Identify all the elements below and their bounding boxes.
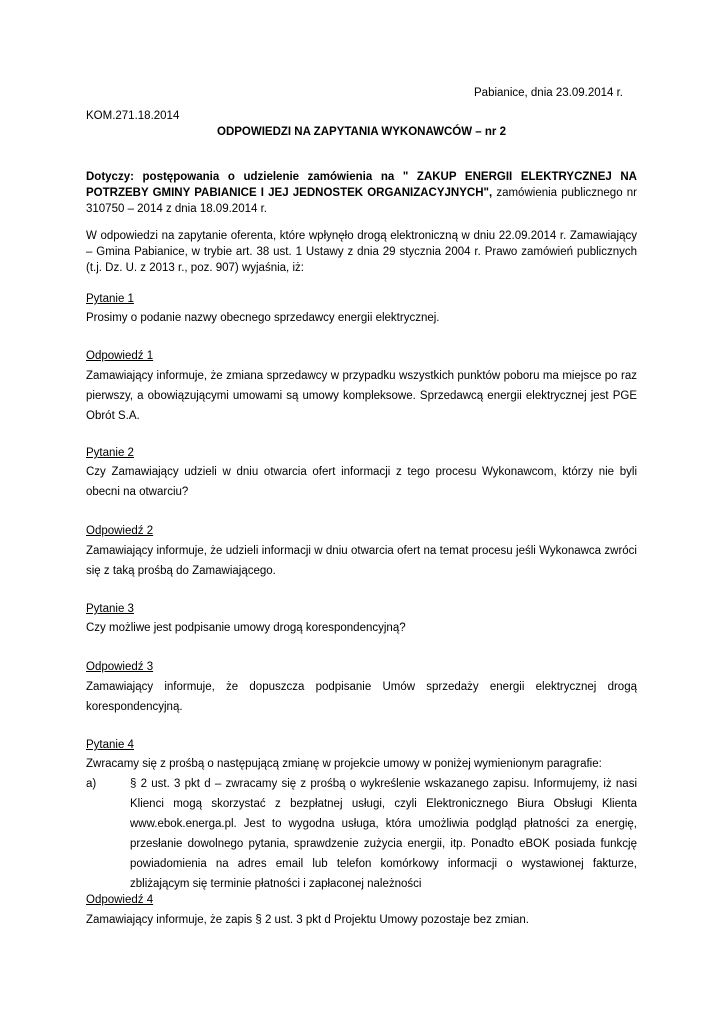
answer-2-heading: Odpowiedź 2: [86, 525, 154, 537]
question-1-heading: Pytanie 1: [86, 293, 134, 305]
reference-number: KOM.271.18.2014: [86, 110, 180, 122]
question-4-text: Zwracamy się z prośbą o następującą zmianę w projekcie umowy w poniżej wymienionym paragrafie:: [86, 758, 602, 770]
question-2-text: Czy Zamawiający udzieli w dniu otwarcia ofert informacji z tego procesu Wykonawcom, którzy nie byli obecni na otwarciu?: [86, 466, 637, 498]
subject-paragraph: [86, 169, 637, 217]
answer-4-text: Zamawiający informuje, że zapis § 2 ust. 3 pkt d Projektu Umowy pozostaje bez zmian.: [86, 914, 529, 926]
question-4-heading: Pytanie 4: [86, 739, 134, 751]
subject-bold: Dotyczy: postępowania o udzielenie zamówienia na " ZAKUP ENERGII ELEKTRYCZNEJ NA POTRZEBY GMINY PABIANICE I JEJ JEDNOSTEK ORGANIZACYJNYCH",: [86, 171, 637, 199]
question-4-item-text: § 2 ust. 3 pkt d – zwracamy się z prośbą o wykreślenie wskazanego zapisu. Informujemy, iż nasi Klienci mogą skorzystać z bezpłatnej usługi, czyli Elektronicznego Biura Obsługi Klienta www.ebok.energa.pl. Jest to wygodna usługa, która umożliwia podgląd płatności za energię, przesłanie dowolnego pytania, sprawdzenie zużycia energii, itp. Ponadto eBOK posiada funkcję powiadomienia na adres email lub telefon komórkowy informacji o wystawionej fakturze, zbliżającym się terminie płatności i zapłaconej należności: [130, 778, 637, 890]
question-4-item: [86, 774, 637, 894]
question-3-heading: Pytanie 3: [86, 603, 134, 615]
answer-1-text: Zamawiający informuje, że zmiana sprzedawcy w przypadku wszystkich punktów poboru ma miejsce po raz pierwszy, a obowiązującymi umowami są umowy kompleksowe. Sprzedawcą energii elektrycznej jest PGE Obrót S.A.: [86, 370, 637, 422]
place-date: Pabianice, dnia 23.09.2014 r.: [474, 87, 623, 99]
question-3-text: Czy możliwe jest podpisanie umowy drogą korespondencyjną?: [86, 622, 406, 634]
subject-normal: zamówienia publicznego nr 310750 – 2014 z dnia 18.09.2014 r.: [86, 187, 637, 215]
answer-1-heading: Odpowiedź 1: [86, 350, 154, 362]
question-1-text: Prosimy o podanie nazwy obecnego sprzedawcy energii elektrycznej.: [86, 312, 440, 324]
answer-3-text: Zamawiający informuje, że dopuszcza podpisanie Umów sprzedaży energii elektrycznej drogą korespondencyjną.: [86, 681, 637, 713]
document-page: [86, 0, 637, 1024]
question-2-heading: Pytanie 2: [86, 447, 134, 459]
answer-2-text: Zamawiający informuje, że udzieli informacji w dniu otwarcia ofert na temat procesu jeśli Wykonawca zwróci się z taką prośbą do Zamawiającego.: [86, 545, 637, 577]
question-4-item-label: a): [86, 778, 97, 790]
intro-paragraph: W odpowiedzi na zapytanie oferenta, które wpłynęło drogą elektroniczną w dniu 22.09.2014 r. Zamawiający – Gmina Pabianice, w trybie art. 38 ust. 1 Ustawy z dnia 29 stycznia 2004 r. Prawo zamówień publicznych (t.j. Dz. U. z 2013 r., poz. 907) wyjaśnia, iż:: [86, 230, 637, 274]
document-title: ODPOWIEDZI NA ZAPYTANIA WYKONAWCÓW – nr 2: [217, 126, 506, 138]
answer-3-heading: Odpowiedź 3: [86, 661, 154, 673]
answer-4-heading: Odpowiedź 4: [86, 894, 154, 906]
